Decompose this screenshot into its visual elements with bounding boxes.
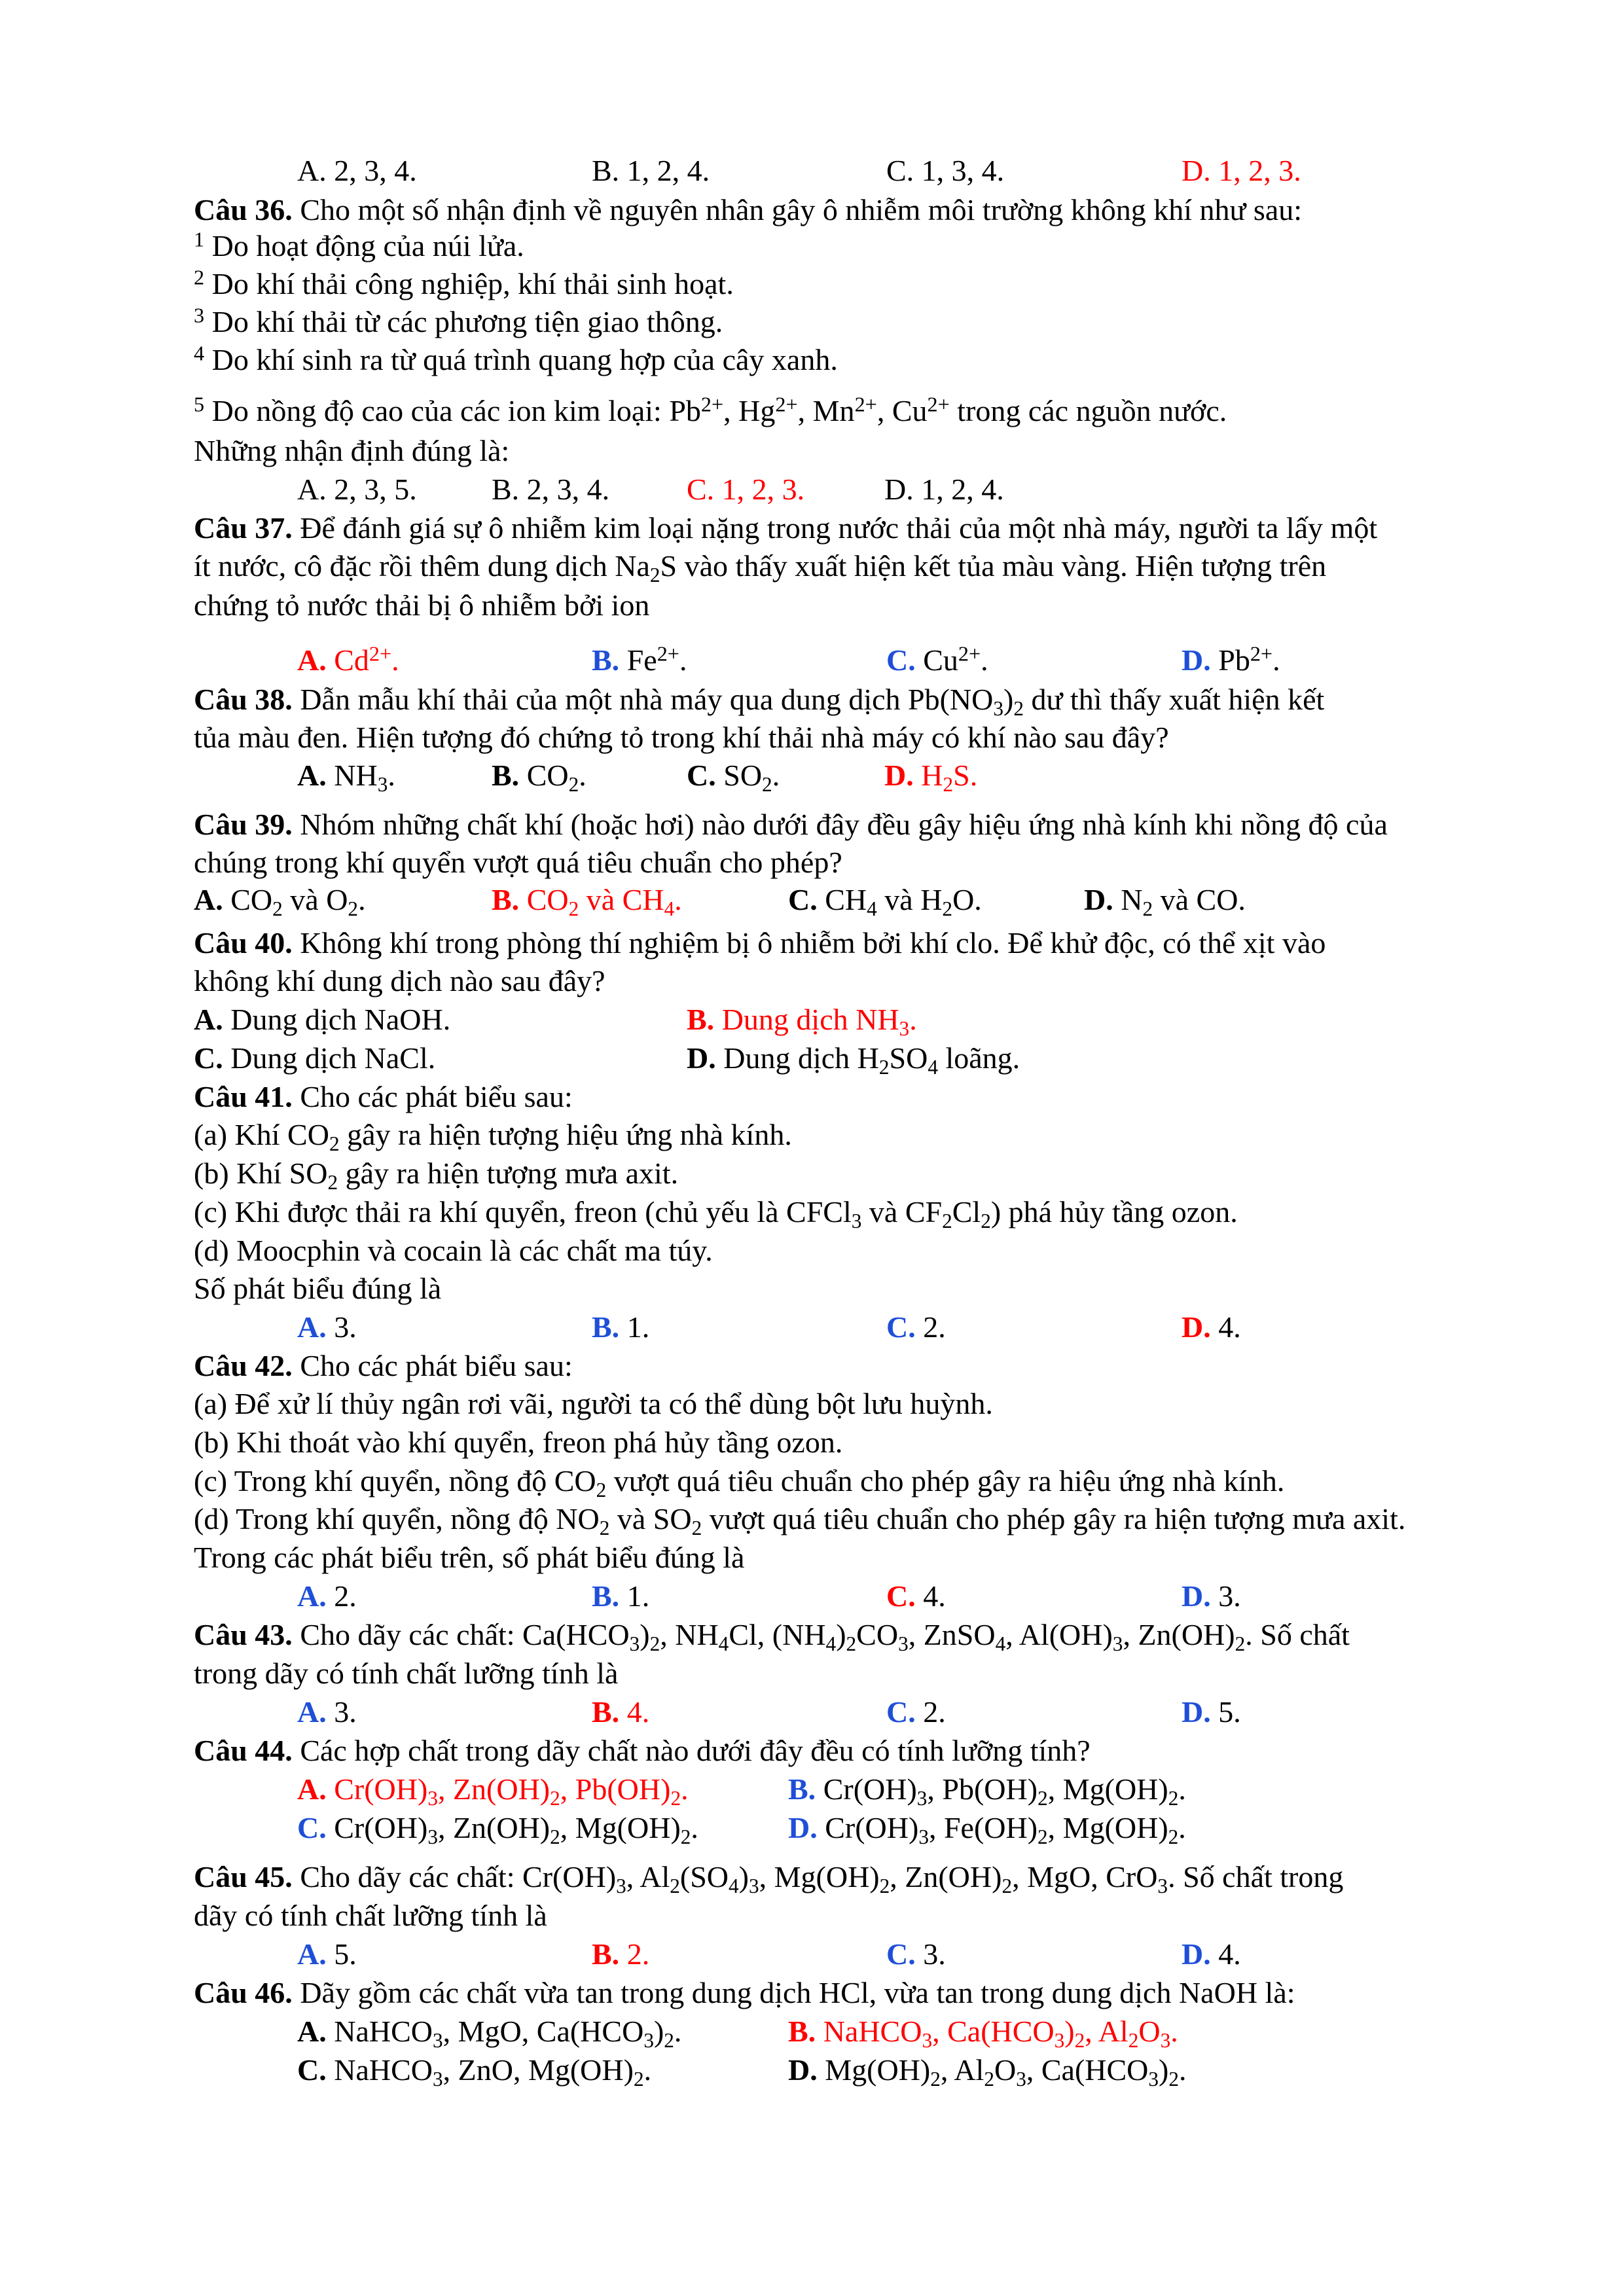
q36-statement-5: $^5$ Do nồng độ cao của các ion kim loại: $Pb^{2+}$, $Hg^{2+}$, $Mn^{2+}$, $Cu^{2+}$ trong các nguồn nước. — [194, 392, 1227, 427]
q36-option-a[interactable]: A. 2, 3, 5. — [297, 473, 417, 506]
q44-option-a[interactable]: A. $Cr(OH)_3$, $Zn(OH)_2$, $Pb(OH)_2$. — [297, 1772, 689, 1810]
q37-option-a[interactable]: A. $Cd^{2+}$. — [297, 641, 399, 677]
q38-option-a[interactable]: A. $NH_3$. — [297, 759, 395, 796]
q46-option-b[interactable]: B. NaHCO$_3$, $Ca(HCO_3)_2$, $Al_2O_3$. — [788, 2015, 1178, 2052]
q45-option-a[interactable]: A. 5. — [297, 1937, 357, 1971]
q36-stem: Câu 36. Cho một số nhận định về nguyên nhân gây ô nhiễm môi trường không khí như sau: — [194, 193, 1303, 226]
q42-prompt: Trong các phát biểu trên, số phát biểu đúng là — [194, 1541, 745, 1574]
q46-option-c[interactable]: C. NaHCO$_3$, ZnO, $Mg(OH)_2$. — [297, 2053, 652, 2090]
q41-statement-c: (c) Khi được thải ra khí quyển, freon (chủ yếu là CFCl$_3$ và $CF_2Cl_2$) phá hủy tầng ozon. — [194, 1195, 1238, 1232]
q45-option-d[interactable]: D. 4. — [1182, 1937, 1241, 1971]
q42-option-d[interactable]: D. 3. — [1182, 1579, 1241, 1613]
q38-option-b[interactable]: B. $CO_2$. — [492, 759, 586, 796]
q42-option-b[interactable]: B. 1. — [592, 1579, 650, 1613]
q37-option-b[interactable]: B. $Fe^{2+}$. — [592, 641, 687, 677]
q42-statement-c: (c) Trong khí quyển, nồng độ $CO_2$ vượt quá tiêu chuẩn cho phép gây ra hiệu ứng nhà kính. — [194, 1464, 1285, 1501]
q36-statement-3: $^3$ Do khí thải từ các phương tiện giao thông. — [194, 303, 723, 338]
q45-stem-line-1: Câu 45. Cho dãy các chất: $Cr(OH)_3$, $Al_2(SO_4)_3$, $Mg(OH)_2$, $Zn(OH)_2$, MgO, CrO$_3$. Số chất trong — [194, 1860, 1344, 1897]
q40-option-a[interactable]: A. Dung dịch NaOH. — [194, 1003, 451, 1036]
q46-stem: Câu 46. Dãy gồm các chất vừa tan trong dung dịch HCl, vừa tan trong dung dịch NaOH là: — [194, 1976, 1295, 2009]
q41-prompt: Số phát biểu đúng là — [194, 1272, 442, 1305]
q41-option-a[interactable]: A. 3. — [297, 1310, 357, 1344]
q41-option-b[interactable]: B. 1. — [592, 1310, 650, 1344]
q39-option-d[interactable]: D. $N_2$ và CO. — [1084, 883, 1246, 920]
q40-stem-line-1: Câu 40. Không khí trong phòng thí nghiệm bị ô nhiễm bởi khí clo. Để khử độc, có thể xịt vào — [194, 926, 1326, 960]
q42-statement-a: (a) Để xử lí thủy ngân rơi vãi, người ta có thể dùng bột lưu huỳnh. — [194, 1387, 993, 1420]
q41-option-d[interactable]: D. 4. — [1182, 1310, 1241, 1344]
q40-option-c[interactable]: C. Dung dịch NaCl. — [194, 1041, 436, 1075]
q36-statement-2: $^2$ Do khí thải công nghiệp, khí thải sinh hoạt. — [194, 265, 734, 300]
q38-stem-line-1: Câu 38. Dẫn mẫu khí thải của một nhà máy qua dung dịch $Pb(NO_3)_2$ dư thì thấy xuất hiện kết — [194, 683, 1325, 720]
q42-option-a[interactable]: A. 2. — [297, 1579, 357, 1613]
q41-statement-a: (a) Khí $CO_2$ gây ra hiện tượng hiệu ứng nhà kính. — [194, 1118, 792, 1155]
q36-statement-1: $^1$ Do hoạt động của núi lửa. — [194, 227, 524, 262]
q43-stem-line-1: Câu 43. Cho dãy các chất: $Ca(HCO_3)_2$, $NH_4Cl$, $(NH_4)_2CO_3$, ZnSO$_4$, $Al(OH)_3$, $Zn(OH)_2$. Số chất — [194, 1618, 1350, 1655]
q46-option-d[interactable]: D. $Mg(OH)_2$, $Al_2O_3$, $Ca(HCO_3)_2$. — [788, 2053, 1187, 2090]
q39-option-a[interactable]: A. $CO_2$ và $O_2$. — [194, 883, 366, 920]
q37-stem-line-2: ít nước, cô đặc rồi thêm dung dịch $Na_2S$ vào thấy xuất hiện kết tủa màu vàng. Hiện tượng trên — [194, 549, 1327, 586]
q36-option-c[interactable]: C. 1, 2, 3. — [687, 473, 805, 506]
q37-stem-line-1: Câu 37. Để đánh giá sự ô nhiễm kim loại nặng trong nước thải của một nhà máy, người ta lấy một — [194, 511, 1378, 545]
q44-option-c[interactable]: C. $Cr(OH)_3$, $Zn(OH)_2$, $Mg(OH)_2$. — [297, 1811, 698, 1848]
q43-option-a[interactable]: A. 3. — [297, 1695, 357, 1729]
q40-option-b[interactable]: B. Dung dịch $NH_3$. — [687, 1003, 917, 1040]
q44-stem: Câu 44. Các hợp chất trong dãy chất nào dưới đây đều có tính lưỡng tính? — [194, 1734, 1091, 1767]
q38-option-d[interactable]: D. $H_2S$. — [884, 759, 978, 796]
q37-option-c[interactable]: C. $Cu^{2+}$. — [886, 641, 988, 677]
q42-statement-d: (d) Trong khí quyển, nồng độ $NO_2$ và $SO_2$ vượt quá tiêu chuẩn cho phép gây ra hiện tượng mưa axit. — [194, 1502, 1406, 1539]
q40-option-d[interactable]: D. Dung dịch $H_2SO_4$ loãng. — [687, 1041, 1020, 1079]
q42-statement-b: (b) Khi thoát vào khí quyển, freon phá hủy tầng ozon. — [194, 1426, 843, 1459]
q41-statement-d: (d) Moocphin và cocain là các chất ma túy. — [194, 1234, 713, 1267]
q39-stem-line-2: chúng trong khí quyển vượt quá tiêu chuẩn cho phép? — [194, 846, 842, 879]
q35-option-c[interactable]: C. 1, 3, 4. — [886, 154, 1005, 187]
q43-option-b[interactable]: B. 4. — [592, 1695, 650, 1729]
q35-option-a[interactable]: A. 2, 3, 4. — [297, 154, 417, 187]
q38-stem-line-2: tủa màu đen. Hiện tượng đó chứng tỏ trong khí thải nhà máy có khí nào sau đây? — [194, 721, 1169, 754]
q36-statement-4: $^4$ Do khí sinh ra từ quá trình quang hợp của cây xanh. — [194, 341, 838, 376]
q45-option-b[interactable]: B. 2. — [592, 1937, 650, 1971]
q44-option-d[interactable]: D. $Cr(OH)_3$, $Fe(OH)_2$, $Mg(OH)_2$. — [788, 1811, 1186, 1848]
q45-option-c[interactable]: C. 3. — [886, 1937, 946, 1971]
q39-option-b[interactable]: B. $CO_2$ và $CH_4$. — [492, 883, 682, 920]
q38-option-c[interactable]: C. $SO_2$. — [687, 759, 780, 796]
q46-option-a[interactable]: A. NaHCO$_3$, MgO, $Ca(HCO_3)_2$. — [297, 2015, 682, 2052]
q41-statement-b: (b) Khí $SO_2$ gây ra hiện tượng mưa axit. — [194, 1157, 679, 1194]
q41-stem: Câu 41. Cho các phát biểu sau: — [194, 1080, 573, 1113]
q35-option-b[interactable]: B. 1, 2, 4. — [592, 154, 710, 187]
q43-stem-line-2: trong dãy có tính chất lưỡng tính là — [194, 1657, 619, 1690]
q40-stem-line-2: không khí dung dịch nào sau đây? — [194, 964, 605, 997]
q37-option-d[interactable]: D. $Pb^{2+}$. — [1182, 641, 1280, 677]
q44-option-b[interactable]: B. $Cr(OH)_3$, $Pb(OH)_2$, $Mg(OH)_2$. — [788, 1772, 1186, 1810]
q39-option-c[interactable]: C. $CH_4$ và $H_2O$. — [788, 883, 982, 920]
q37-stem-line-3: chứng tỏ nước thải bị ô nhiễm bởi ion — [194, 588, 650, 622]
q42-stem: Câu 42. Cho các phát biểu sau: — [194, 1349, 573, 1382]
q45-stem-line-2: dãy có tính chất lưỡng tính là — [194, 1899, 547, 1932]
q41-option-c[interactable]: C. 2. — [886, 1310, 946, 1344]
q36-option-b[interactable]: B. 2, 3, 4. — [492, 473, 610, 506]
q36-prompt: Những nhận định đúng là: — [194, 434, 510, 467]
q36-option-d[interactable]: D. 1, 2, 4. — [884, 473, 1004, 506]
q42-option-c[interactable]: C. 4. — [886, 1579, 946, 1613]
q39-stem-line-1: Câu 39. Nhóm những chất khí (hoặc hơi) nào dưới đây đều gây hiệu ứng nhà kính khi nồng độ của — [194, 808, 1388, 841]
q43-option-d[interactable]: D. 5. — [1182, 1695, 1241, 1729]
q35-option-d[interactable]: D. 1, 2, 3. — [1182, 154, 1301, 187]
q43-option-c[interactable]: C. 2. — [886, 1695, 946, 1729]
